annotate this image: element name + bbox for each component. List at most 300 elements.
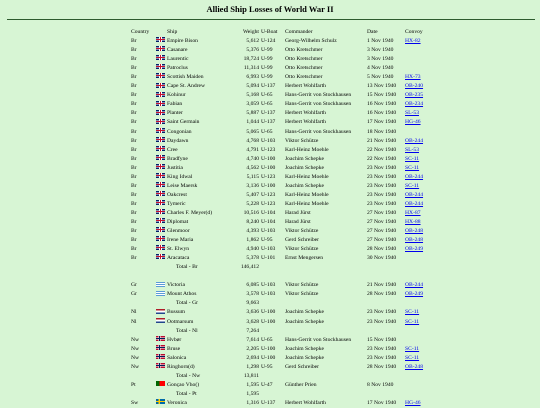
convoy-cell (404, 46, 446, 55)
date-cell: 15 Nov 1940 (367, 92, 397, 99)
country-cell: Br (131, 182, 137, 189)
weight-cell: 3,136 (246, 182, 259, 189)
commander-cell: Otto Kretschmer (285, 65, 323, 72)
flag-cell (155, 64, 166, 73)
uboat-cell: U-137 (261, 83, 276, 90)
total-row (130, 390, 446, 399)
ship-name: Fabian (167, 101, 183, 108)
convoy-cell (404, 37, 446, 46)
flag-cell (155, 164, 166, 173)
total-label: Total - Pt (176, 390, 197, 397)
flag-br-icon (156, 155, 165, 160)
uboat-cell: U-100 (261, 182, 276, 189)
ship-name: King Idwal (167, 173, 193, 180)
convoy-link[interactable]: OB-244 (405, 200, 424, 207)
convoy-cell (404, 336, 446, 345)
total-spacer (155, 390, 166, 399)
commander-cell: Viktor Schütze (285, 291, 319, 298)
uboat-cell: U-99 (261, 47, 273, 54)
convoy-link[interactable]: HG-46 (405, 399, 421, 406)
convoy-cell (404, 155, 446, 164)
table-row (130, 381, 446, 390)
flag-cell (155, 354, 166, 363)
ship-name: Tymeric (167, 200, 186, 207)
weight-cell: 6,085 (246, 282, 259, 289)
convoy-link[interactable]: SC-11 (405, 354, 420, 361)
convoy-cell (404, 290, 446, 299)
convoy-link[interactable]: OB-240 (405, 83, 424, 90)
convoy-link[interactable]: OB-248 (405, 237, 424, 244)
convoy-cell (404, 100, 446, 109)
table-row (130, 46, 446, 55)
total-weight: 9,663 (246, 300, 259, 307)
date-cell: 22 Nov 1940 (367, 146, 397, 153)
weight-cell: 5,887 (246, 110, 259, 117)
flag-cell (155, 155, 166, 164)
commander-cell: Joachim Schepke (285, 309, 324, 316)
commander-cell: Viktor Schütze (285, 246, 319, 253)
weight-cell: 8,240 (246, 218, 259, 225)
commander-cell: Karl-Heinz Moehle (285, 200, 329, 207)
table-row (130, 155, 446, 164)
country-cell: Gr (131, 291, 137, 298)
flag-cell (155, 109, 166, 118)
flag-cell (155, 128, 166, 137)
date-cell: 23 Nov 1940 (367, 309, 397, 316)
date-cell: 3 Nov 1940 (367, 56, 394, 63)
flag-cell (155, 37, 166, 46)
table-header-row (130, 28, 446, 37)
ship-name: Ootmarsum (167, 318, 194, 325)
convoy-link[interactable]: OB-234 (405, 101, 424, 108)
table-row (130, 128, 446, 137)
flag-nw-icon (156, 345, 165, 350)
date-cell: 8 Nov 1940 (367, 381, 394, 388)
ship-losses-table (130, 28, 446, 408)
ship-name: Irene Maria (167, 237, 194, 244)
header-country: Country (131, 29, 150, 35)
ship-name: Victoria (167, 282, 185, 289)
ship-name: Diplomat (167, 218, 189, 225)
flag-cell (155, 200, 166, 209)
uboat-cell: U-100 (261, 354, 276, 361)
flag-br-icon (156, 64, 165, 69)
uboat-cell: U-123 (261, 200, 276, 207)
flag-cell (155, 173, 166, 182)
table-row (130, 281, 446, 290)
commander-cell: Viktor Schütze (285, 228, 319, 235)
weight-cell: 5,407 (246, 191, 259, 198)
country-cell: Br (131, 92, 137, 99)
date-cell: 13 Nov 1940 (367, 83, 397, 90)
weight-cell: 3,636 (246, 309, 259, 316)
flag-br-icon (156, 209, 165, 214)
uboat-cell: U-103 (261, 228, 276, 235)
commander-cell: Otto Kretschmer (285, 47, 323, 54)
weight-cell: 5,228 (246, 200, 259, 207)
flag-br-icon (156, 37, 165, 42)
uboat-cell: U-65 (261, 101, 273, 108)
weight-cell: 4,791 (246, 146, 259, 153)
convoy-link[interactable]: SC-11 (405, 309, 420, 316)
total-spacer (260, 327, 446, 336)
flag-nl-icon (156, 309, 165, 314)
table-row (130, 191, 446, 200)
convoy-link[interactable]: OB-248 (405, 228, 424, 235)
table-row (130, 399, 446, 408)
weight-cell: 7,614 (246, 336, 259, 343)
header-uboat: U-Boat (261, 29, 278, 35)
commander-cell: Gerd Schreiber (285, 237, 320, 244)
table-row (130, 73, 446, 82)
convoy-cell (404, 254, 446, 263)
commander-cell: Joachim Schepke (285, 318, 324, 325)
flag-cell (155, 399, 166, 408)
uboat-cell: U-100 (261, 309, 276, 316)
date-cell: 5 Nov 1940 (367, 74, 394, 81)
table-row (130, 82, 446, 91)
weight-cell: 1,862 (246, 237, 259, 244)
convoy-cell (404, 236, 446, 245)
convoy-link[interactable]: SC-11 (405, 164, 420, 171)
weight-cell: 3,578 (246, 291, 259, 298)
date-cell: 27 Nov 1940 (367, 218, 397, 225)
convoy-link[interactable]: OB-249 (405, 291, 424, 298)
country-cell: Br (131, 47, 137, 54)
flag-cell (155, 236, 166, 245)
convoy-link[interactable]: SC-11 (405, 182, 420, 189)
uboat-cell: U-65 (261, 336, 273, 343)
total-spacer (130, 263, 155, 272)
table-row (130, 218, 446, 227)
convoy-link[interactable]: OB-244 (405, 173, 424, 180)
convoy-link[interactable]: HX-88 (405, 218, 421, 225)
uboat-cell: U-95 (261, 237, 273, 244)
flag-br-icon (156, 182, 165, 187)
flag-cell (155, 318, 166, 327)
weight-cell: 5,376 (246, 47, 259, 54)
uboat-cell: U-124 (261, 38, 276, 45)
date-cell: 16 Nov 1940 (367, 110, 397, 117)
flag-br-icon (156, 92, 165, 97)
header-ship: Ship (167, 29, 178, 35)
uboat-cell: U-99 (261, 65, 273, 72)
commander-cell: Joachim Schepke (285, 345, 324, 352)
table-row (130, 236, 446, 245)
flag-br-icon (156, 200, 165, 205)
weight-cell: 2,694 (246, 354, 259, 361)
date-cell: 23 Nov 1940 (367, 164, 397, 171)
table-row (130, 109, 446, 118)
convoy-link[interactable]: HX-87 (405, 209, 421, 216)
table-row (130, 227, 446, 236)
ship-name: Bussum (167, 309, 186, 316)
ship-name: Mount Athos (167, 291, 197, 298)
ship-name: Gonçao Vho() (167, 381, 200, 388)
convoy-link[interactable]: OB-248 (405, 363, 424, 370)
total-label: Total - Nw (176, 372, 201, 379)
commander-cell: Georg-Wilhelm Schulz (285, 38, 337, 45)
commander-cell: Karl-Heinz Moehle (285, 146, 329, 153)
convoy-cell (404, 191, 446, 200)
commander-cell: Karl-Heinz Moehle (285, 173, 329, 180)
flag-cell (155, 336, 166, 345)
ship-name: Hvbør (167, 336, 182, 343)
date-cell: 21 Nov 1940 (367, 282, 397, 289)
blank-row (130, 272, 446, 281)
uboat-cell: U-95 (261, 363, 273, 370)
flag-nw-icon (156, 363, 165, 368)
total-row (130, 327, 446, 336)
total-row (130, 299, 446, 308)
commander-cell: Joachim Schepke (285, 182, 324, 189)
country-cell: Nw (131, 336, 140, 343)
weight-cell: 4,740 (246, 155, 259, 162)
uboat-cell: U-99 (261, 56, 273, 63)
flag-cell (155, 82, 166, 91)
uboat-cell: U-104 (261, 218, 276, 225)
country-cell: Br (131, 218, 137, 225)
country-cell: Br (131, 110, 137, 117)
table-row (130, 336, 446, 345)
date-cell: 21 Nov 1940 (367, 137, 397, 144)
uboat-cell: U-123 (261, 146, 276, 153)
flag-pt-icon (156, 381, 165, 386)
table-row (130, 254, 446, 263)
commander-cell: Joachim Schepke (285, 354, 324, 361)
weight-cell: 4,562 (246, 164, 259, 171)
weight-cell: 4,940 (246, 246, 259, 253)
flag-cell (155, 209, 166, 218)
total-spacer (130, 299, 155, 308)
uboat-cell: U-100 (261, 318, 276, 325)
date-cell: 30 Nov 1940 (367, 255, 397, 262)
ship-name: Charles F. Meyer(d) (167, 209, 213, 216)
commander-cell: Harad Jürst (285, 209, 311, 216)
convoy-cell (404, 91, 446, 100)
uboat-cell: U-100 (261, 155, 276, 162)
weight-cell: 5,168 (246, 92, 259, 99)
commander-cell: Herbert Wohlfarth (285, 110, 326, 117)
convoy-cell (404, 308, 446, 317)
country-cell: Br (131, 209, 137, 216)
table-row (130, 64, 446, 73)
flag-cell (155, 381, 166, 390)
flag-cell (155, 137, 166, 146)
convoy-cell (404, 182, 446, 191)
flag-br-icon (156, 227, 165, 232)
commander-cell: Joachim Schepke (285, 155, 324, 162)
ship-name: Leise Maersk (167, 182, 198, 189)
total-label: Total - Nl (176, 327, 198, 334)
country-cell: Br (131, 137, 137, 144)
convoy-link[interactable]: SL-53 (405, 110, 419, 117)
commander-cell: Herbert Wohlfarth (285, 119, 326, 126)
convoy-cell (404, 137, 446, 146)
country-cell: Nw (131, 345, 140, 352)
convoy-cell (404, 381, 446, 390)
weight-cell: 5,612 (246, 38, 259, 45)
flag-cell (155, 227, 166, 236)
date-cell: 28 Nov 1940 (367, 291, 397, 298)
convoy-cell (404, 245, 446, 254)
commander-cell: Hans-Gerrit von Stockhausen (285, 101, 352, 108)
convoy-cell (404, 318, 446, 327)
header-weight: Weight (242, 29, 259, 35)
flag-br-icon (156, 164, 165, 169)
convoy-link[interactable]: OB-244 (405, 137, 424, 144)
ship-name: Saint Germain (167, 119, 200, 126)
flag-cell (155, 191, 166, 200)
weight-cell: 5,094 (246, 83, 259, 90)
flag-br-icon (156, 146, 165, 151)
commander-cell: Viktor Schütze (285, 137, 319, 144)
ship-name: Salonica (167, 354, 187, 361)
convoy-link[interactable]: HX-82 (405, 38, 421, 45)
commander-cell: Günther Prien (285, 381, 317, 388)
convoy-link[interactable]: HX-73 (405, 74, 421, 81)
total-weight: 7,264 (246, 327, 259, 334)
ship-name: Ringhorn(d) (167, 363, 195, 370)
convoy-cell (404, 200, 446, 209)
date-cell: 3 Nov 1940 (367, 47, 394, 54)
ship-name: Laurentic (167, 56, 189, 63)
table-row (130, 55, 446, 64)
ship-name: Planter (167, 110, 183, 117)
ship-name: Congonian (167, 128, 192, 135)
flag-cell (155, 363, 166, 372)
flag-br-icon (156, 254, 165, 259)
ship-name: Glenmoor (167, 228, 190, 235)
total-weight: 146,412 (240, 264, 259, 271)
date-cell: 23 Nov 1940 (367, 318, 397, 325)
flag-cell (155, 55, 166, 64)
ship-name: Kohinur (167, 92, 186, 99)
flag-gr-icon (156, 282, 165, 287)
total-spacer (260, 299, 446, 308)
weight-cell: 10,516 (243, 209, 259, 216)
table-row (130, 182, 446, 191)
ship-name: Cree (167, 146, 178, 153)
ship-name: Scottish Maiden (167, 74, 204, 81)
convoy-link[interactable]: SC-11 (405, 155, 420, 162)
commander-cell: Harad Jürst (285, 218, 311, 225)
flag-br-icon (156, 191, 165, 196)
convoy-cell (404, 281, 446, 290)
flag-br-icon (156, 236, 165, 241)
date-cell: 4 Nov 1940 (367, 65, 394, 72)
country-cell: Sw (131, 399, 139, 406)
country-cell: Br (131, 228, 137, 235)
convoy-link[interactable]: OB-235 (405, 92, 424, 99)
country-cell: Br (131, 101, 137, 108)
ship-name: Casanare (167, 47, 188, 54)
convoy-cell (404, 146, 446, 155)
weight-cell: 4,768 (246, 137, 259, 144)
date-cell: 27 Nov 1940 (367, 237, 397, 244)
convoy-cell (404, 73, 446, 82)
commander-cell: Ernst Mengersen (285, 255, 324, 262)
country-cell: Br (131, 155, 137, 162)
country-cell: Br (131, 74, 137, 81)
table-body (130, 37, 446, 408)
convoy-cell (404, 128, 446, 137)
convoy-cell (404, 399, 446, 408)
uboat-cell: U-103 (261, 282, 276, 289)
total-spacer (155, 372, 166, 381)
table-row (130, 146, 446, 155)
table-row (130, 363, 446, 372)
uboat-cell: U-100 (261, 164, 276, 171)
uboat-cell: U-123 (261, 173, 276, 180)
date-cell: 18 Nov 1940 (367, 128, 397, 135)
country-cell: Br (131, 164, 137, 171)
flag-cell (155, 100, 166, 109)
country-cell: Br (131, 173, 137, 180)
convoy-cell (404, 227, 446, 236)
table-row (130, 118, 446, 127)
date-cell: 16 Nov 1940 (367, 101, 397, 108)
ship-name: Bradfyne (167, 155, 188, 162)
total-label: Total - Br (176, 264, 198, 271)
total-spacer (130, 390, 155, 399)
flag-cell (155, 91, 166, 100)
blank-cell (130, 272, 446, 281)
uboat-cell: U-103 (261, 137, 276, 144)
convoy-link[interactable]: OB-249 (405, 246, 424, 253)
total-spacer (260, 263, 446, 272)
flag-br-icon (156, 101, 165, 106)
weight-cell: 5,065 (246, 128, 259, 135)
uboat-cell: U-103 (261, 246, 276, 253)
ship-name: Justitia (167, 164, 183, 171)
country-cell: Nw (131, 354, 140, 361)
country-cell: Br (131, 56, 137, 63)
convoy-link[interactable]: SC-11 (405, 345, 420, 352)
ship-name: St. Elwyn (167, 246, 190, 253)
table-row (130, 209, 446, 218)
flag-br-icon (156, 218, 165, 223)
date-cell: 1 Nov 1940 (367, 38, 394, 45)
convoy-link[interactable]: SC-11 (405, 318, 420, 325)
uboat-cell: U-65 (261, 128, 273, 135)
flag-br-icon (156, 46, 165, 51)
convoy-link[interactable]: HG-46 (405, 119, 421, 126)
table-row (130, 37, 446, 46)
flag-br-icon (156, 137, 165, 142)
convoy-cell (404, 55, 446, 64)
convoy-link[interactable]: OB-244 (405, 191, 424, 198)
flag-br-icon (156, 73, 165, 78)
flag-cell (155, 245, 166, 254)
convoy-link[interactable]: OB-244 (405, 282, 424, 289)
convoy-cell (404, 118, 446, 127)
country-cell: Br (131, 255, 137, 262)
flag-br-icon (156, 55, 165, 60)
uboat-cell: U-137 (261, 119, 276, 126)
uboat-cell: U-100 (261, 345, 276, 352)
convoy-cell (404, 218, 446, 227)
total-spacer (130, 372, 155, 381)
total-spacer (130, 327, 155, 336)
date-cell: 28 Nov 1940 (367, 246, 397, 253)
header-commander: Commander (285, 29, 313, 35)
convoy-link[interactable]: SL-53 (405, 146, 419, 153)
country-cell: Br (131, 128, 137, 135)
convoy-cell (404, 209, 446, 218)
country-cell: Br (131, 65, 137, 72)
table-row (130, 137, 446, 146)
